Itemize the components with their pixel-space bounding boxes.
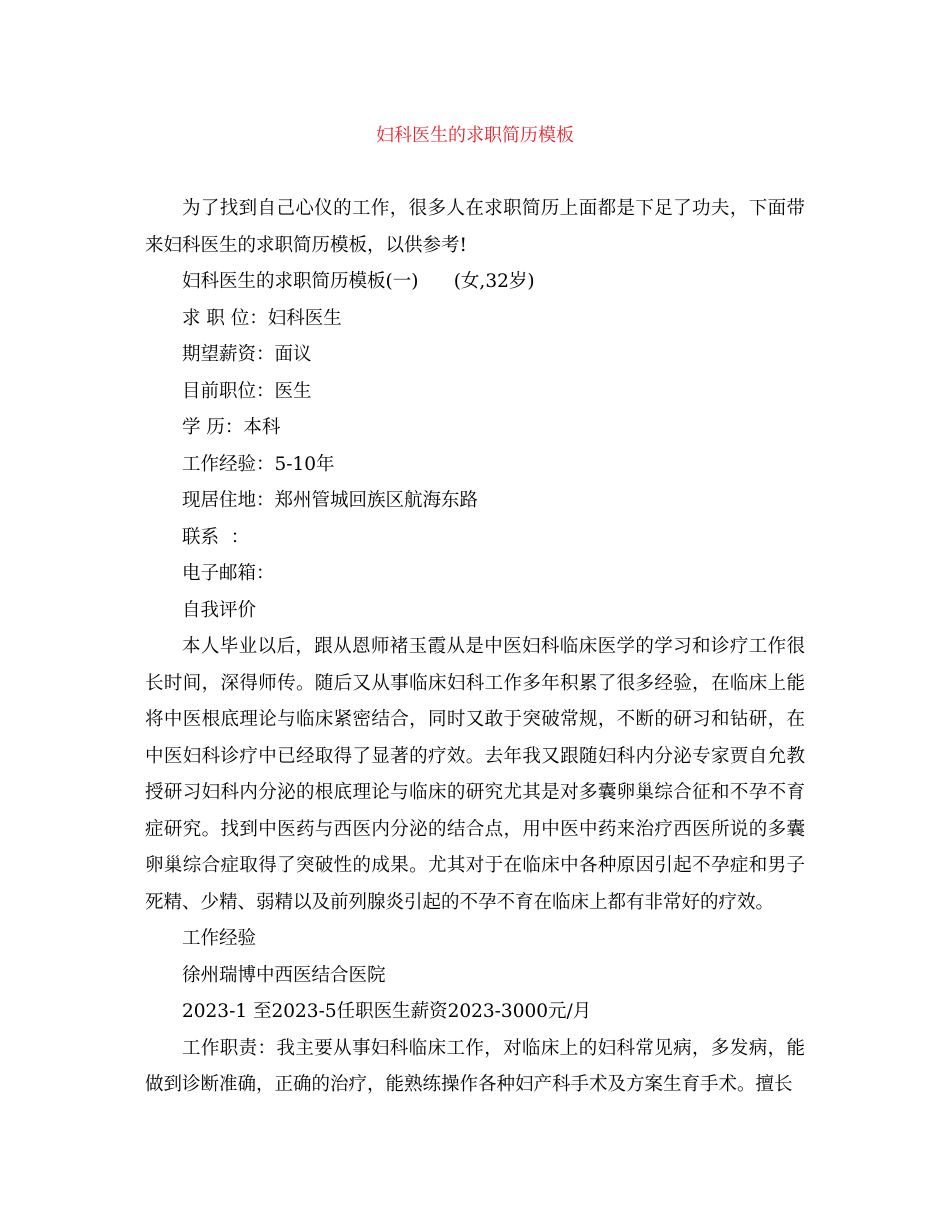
field-contact: 联系 ：: [182, 526, 250, 548]
field-salary: 期望薪资：面议: [182, 344, 312, 365]
self-evaluation-paragraph: 本人毕业以后，跟从恩师褚玉霞从是中医妇科临床医学的学习和诊疗工作很长时间，深得师传。随后又从事临床妇科工作多年积累了很多经验，在临床上能将中医根底理论与临床紧密结合，同时又敢于突破常规，不断的研习和钻研，在中医妇科诊疗中已经取得了显著的疗效。去年我又跟随妇科内分泌专家贾自允教授研习妇科内分泌的根底理论与临床的研究尤其是对多囊卵巢综合征和不孕不育症研究。找到中医药与西医内分泌的结合点，用中医中药来治疗西医所说的多囊卵巢综合症取得了突破性的成果。尤其对于在临床中各种原因引起不孕症和男子死精、少精、弱精以及前列腺炎引起的不孕不育在临床上都有非常好的疗效。: [145, 636, 805, 913]
document-body: [145, 191, 805, 1104]
field-experience-years: 工作经验：5-10年: [182, 453, 335, 475]
field-current-position: 目前职位：医生: [182, 380, 312, 402]
field-email: 电子邮箱：: [182, 563, 275, 584]
intro-paragraph: 为了找到自己心仪的工作，很多人在求职简历上面都是下足了功夫，下面带来妇科医生的求职简历模板，以供参考!: [145, 198, 805, 256]
employer-name: 徐州瑞博中西医结合医院: [182, 964, 386, 986]
document-title: 妇科医生的求职简历模板: [376, 125, 574, 146]
section-self-evaluation: 自我评价: [182, 599, 257, 621]
field-position: 求 职 位：妇科医生: [182, 307, 342, 329]
template-heading: 妇科医生的求职简历模板(一) (女,32岁): [182, 271, 535, 292]
field-residence: 现居住地：郑州管城回族区航海东路: [182, 490, 479, 511]
section-work-experience: 工作经验: [182, 928, 257, 949]
employment-period: 2023-1 至2023-5任职医生薪资2023-3000元/月: [182, 1001, 592, 1022]
field-education: 学 历：本科: [182, 417, 281, 438]
job-duties-paragraph: 工作职责：我主要从事妇科临床工作，对临床上的妇科常见病，多发病，能做到诊断准确，正确的治疗，能熟练操作各种妇产科手术及方案生育手术。擅长: [145, 1037, 805, 1095]
